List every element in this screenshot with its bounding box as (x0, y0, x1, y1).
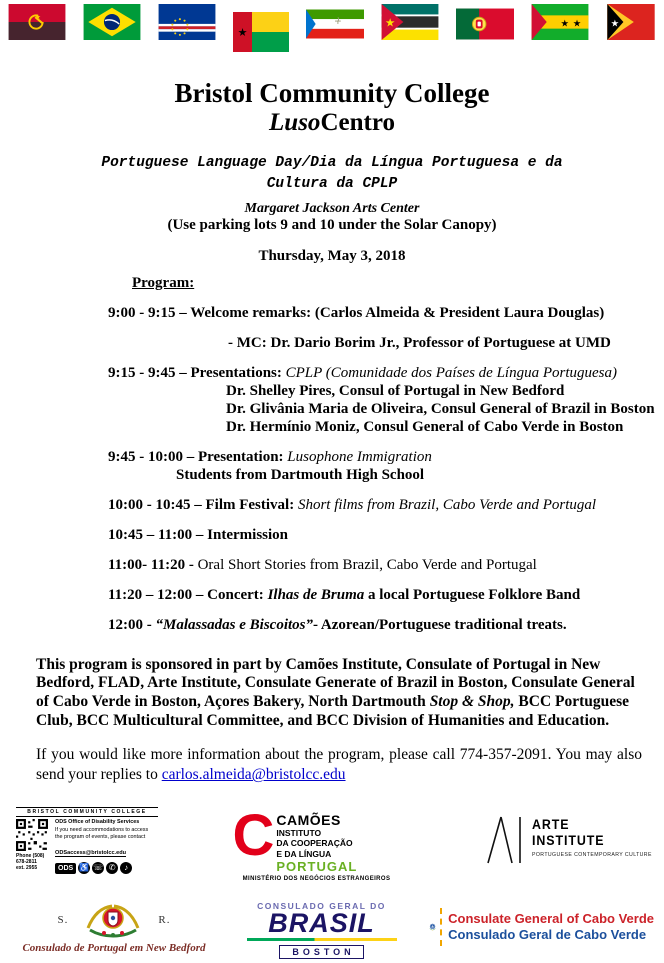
text-segment: - Azorean/Portuguese traditional treats. (313, 617, 567, 633)
text-segment: 10:45 – 11:00 – Intermission (108, 527, 288, 543)
text-segment: Lusophone Immigration (287, 449, 432, 465)
program-line (226, 419, 654, 436)
text-segment: Students from Dartmouth High School (176, 467, 424, 483)
brasil-top-line: CONSULADO GERAL DO (236, 901, 408, 911)
program-line (228, 335, 654, 352)
text-segment: BCC Portuguese Club, BCC Multicultural Committee, and BCC Division of Humanities and Education. (36, 693, 629, 729)
ods-email: ODSaccess@bristolcc.edu (55, 850, 126, 857)
camoes-portugal: PORTUGAL (276, 859, 357, 874)
text-segment: Dr. Shelley Pires, Consul of Portugal in New Bedford (226, 383, 564, 399)
ptcons-r: R. (158, 914, 170, 926)
svg-text:★: ★ (560, 19, 569, 29)
text-segment: 11:20 – 12:00 – Concert: (108, 587, 268, 603)
text-segment: Short films from Brazil, Cabo Verde and Portugal (298, 497, 596, 513)
event-date: Thursday, May 3, 2018 (0, 248, 664, 265)
audio-icon: ♪ (120, 862, 132, 874)
svg-text:★: ★ (238, 27, 248, 39)
camoes-line2: DA COOPERAÇÃO (276, 838, 357, 848)
cabo-verde-emblem-icon (429, 905, 436, 949)
text-segment: Oral Short Stories from Brazil, Cabo Verde and Portugal (198, 557, 537, 573)
bcc-ods-block (16, 807, 158, 874)
cabo-verde-consulate-logo (429, 905, 654, 949)
flag-portugal-icon (456, 8, 514, 40)
cv-line-en: Consulate General of Cabo Verde (448, 911, 654, 927)
program-label: Program: (132, 275, 654, 292)
svg-text:★: ★ (573, 19, 582, 29)
flag-angola-icon (8, 4, 66, 40)
program-line (108, 449, 654, 466)
arte-institute-logo (482, 813, 652, 865)
svg-text:★: ★ (611, 19, 620, 29)
wheelchair-icon: ♿ (78, 862, 90, 874)
ods-phone-line3: ext. 2955 (16, 865, 52, 871)
program-line (108, 557, 654, 574)
ods-acronym: ODS (55, 819, 67, 825)
program-line (226, 401, 654, 418)
camoes-line1: INSTITUTO (276, 828, 357, 838)
text-segment: Stop & Shop, (430, 693, 515, 710)
text-segment: “Malassadas e Biscoitos” (156, 617, 314, 633)
arte-tagline: PORTUGUESE CONTEMPORARY CULTURE (532, 852, 652, 858)
info-paragraph (36, 745, 642, 785)
brasil-stripe-icon (247, 938, 397, 941)
text-segment: 11:00- 11:20 - (108, 557, 198, 573)
flag-sao-tome-icon (531, 4, 589, 40)
svg-text:★: ★ (385, 18, 395, 30)
text-segment: 9:15 - 9:45 – Presentations: (108, 365, 286, 381)
ods-phone-line2: 678-2811 (16, 859, 52, 865)
portugal-consulate-logo (14, 900, 214, 954)
flag-equatorial-guinea-icon (306, 9, 364, 39)
qr-code (16, 819, 48, 851)
phone-icon: ✆ (106, 862, 118, 874)
flag-guinea-bissau-icon (233, 12, 289, 52)
flag-brazil-icon (83, 4, 141, 40)
text-segment: 12:00 - (108, 617, 156, 633)
flag-timor-leste-icon (606, 4, 656, 40)
arte-mark-icon (482, 813, 526, 865)
flag-mozambique-icon (381, 4, 439, 40)
program-line (108, 527, 654, 544)
cv-line-pt: Consulado Geral de Cabo Verde (448, 927, 654, 943)
camoes-c-icon: C (233, 811, 273, 860)
brasil-consulate-logo (236, 901, 408, 960)
flags-row (0, 0, 664, 52)
logo-row-2 (0, 891, 664, 963)
text-segment: Dr. Glivânia Maria de Oliveira, Consul General of Brazil in Boston (226, 401, 655, 417)
text-segment: a local Portuguese Folklore Band (364, 587, 580, 603)
logo-row-1 (0, 807, 664, 885)
email-link[interactable]: carlos.almeida@bristolcc.edu (162, 766, 346, 783)
ods-phone (16, 853, 52, 871)
ods-phone-line1: Phone (508) (16, 853, 52, 859)
program-line (108, 497, 654, 514)
ods-service-name: Office of Disability Services (67, 819, 140, 825)
program-list (108, 305, 654, 634)
parking-note: (Use parking lots 9 and 10 under the Solar Canopy) (0, 217, 664, 234)
text-segment: 9:45 - 10:00 – Presentation: (108, 449, 287, 465)
text-segment: - MC: Dr. Dario Borim Jr., Professor of Portuguese at UMD (228, 335, 611, 351)
program-line (108, 617, 654, 634)
text-segment: 10:00 - 10:45 – Film Festival: (108, 497, 298, 513)
program-line (108, 305, 654, 322)
event-title-line2: Cultura da CPLP (0, 174, 664, 195)
program-line (176, 467, 654, 484)
tty-icon: ☏ (92, 862, 104, 874)
sponsor-paragraph (36, 656, 642, 732)
lusocentro-italic-part: Luso (269, 109, 320, 136)
text-segment: This program is sponsored in part by Camões Institute, Consulate of Portugal in New Bedford, FLAD, Arte Institute, Consulate Generate of Brazil in Boston, Consulate General of Cabo Verde in Boston, Açores Bakery, North Dartmouth (36, 656, 635, 711)
ods-note-line1: If you need accommodations to access (55, 827, 158, 834)
ods-badge: ODS (55, 863, 76, 874)
lusocentro-title (0, 109, 664, 137)
svg-text:★: ★ (432, 930, 433, 932)
camoes-logo (233, 811, 408, 881)
program-line (108, 587, 654, 604)
cv-divider (440, 908, 442, 946)
arte-line1: ARTE (532, 817, 642, 833)
venue: Margaret Jackson Arts Center (0, 201, 664, 217)
text-segment: Ilhas de Bruma (268, 587, 365, 603)
ods-icons (55, 862, 158, 874)
page-title: Bristol Community College (0, 78, 664, 109)
camoes-footer: MINISTÉRIO DOS NEGÓCIOS ESTRANGEIROS (233, 876, 401, 882)
ods-note-line2: the program of events, please contact (55, 834, 158, 841)
text-segment: 9:00 - 9:15 – Welcome remarks: (Carlos Almeida & President Laura Douglas) (108, 305, 604, 321)
program-line (226, 383, 654, 400)
ptcons-s: S. (58, 914, 69, 926)
lusocentro-rest-part: Centro (320, 109, 395, 136)
ods-college-header: BRISTOL COMMUNITY COLLEGE (16, 807, 158, 817)
ptcons-caption: Consulado de Portugal em New Bedford (14, 942, 214, 954)
svg-text:★: ★ (35, 13, 41, 21)
brasil-city: BOSTON (279, 945, 363, 959)
portugal-coat-of-arms-icon (78, 900, 148, 940)
program-line (108, 365, 654, 382)
arte-line2: INSTITUTE (532, 833, 642, 849)
brasil-name: BRASIL (236, 911, 408, 937)
text-segment: If you would like more information about the program, please call 774-357-2091. You may also send your replies to (36, 746, 642, 783)
ods-service-line (55, 819, 158, 826)
program-section (0, 275, 664, 634)
camoes-line3: E DA LÍNGUA (276, 849, 357, 859)
flag-cape-verde-icon (158, 4, 216, 40)
text-segment: Dr. Hermínio Moniz, Consul General of Cabo Verde in Boston (226, 419, 623, 435)
event-title-line1: Portuguese Language Day/Dia da Língua Portuguesa e da (0, 153, 664, 174)
text-segment: CPLP (Comunidade dos Países de Língua Portuguesa) (286, 365, 617, 381)
event-title (0, 153, 664, 195)
camoes-name: CAMÕES (276, 813, 357, 828)
